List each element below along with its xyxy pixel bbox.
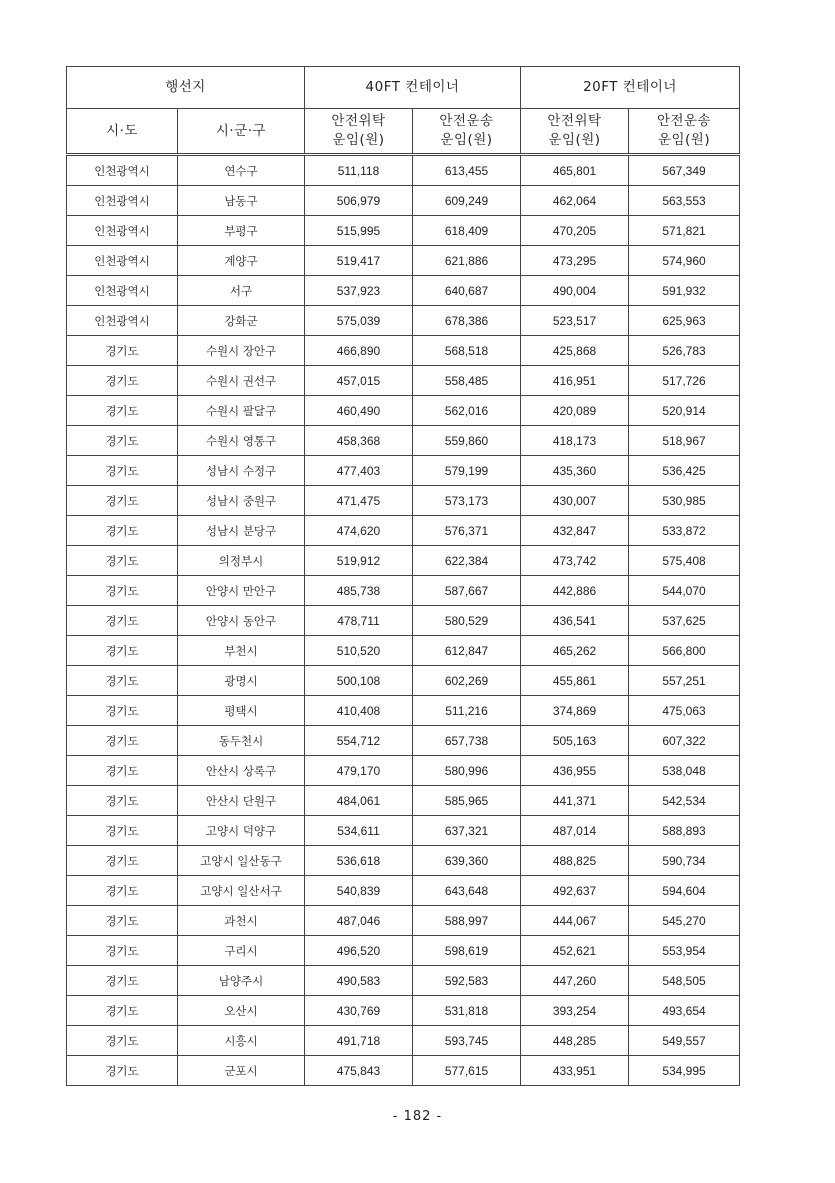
- ft20-trust-rate-cell: 432,847: [521, 516, 629, 546]
- ft40-transport-rate-cell: 657,738: [413, 726, 521, 756]
- sido-cell: 경기도: [67, 366, 178, 396]
- table-row: [67, 276, 740, 306]
- ft20-trust-rate-cell: 393,254: [521, 996, 629, 1026]
- table-row: [67, 456, 740, 486]
- sigungu-cell: 의정부시: [178, 546, 305, 576]
- ft40-transport-rate-cell: 609,249: [413, 186, 521, 216]
- sigungu-cell: 연수구: [178, 155, 305, 186]
- ft40-trust-rate-cell: 491,718: [305, 1026, 413, 1056]
- sigungu-cell: 안양시 만안구: [178, 576, 305, 606]
- sido-cell: 경기도: [67, 636, 178, 666]
- ft40-transport-rate-cell: 585,965: [413, 786, 521, 816]
- ft40-transport-rate-cell: 678,386: [413, 306, 521, 336]
- table-row: [67, 486, 740, 516]
- table-row: [67, 876, 740, 906]
- sido-cell: 인천광역시: [67, 306, 178, 336]
- ft40-transport-rate-cell: 587,667: [413, 576, 521, 606]
- ft40-trust-rate-cell: 484,061: [305, 786, 413, 816]
- ft40-transport-rate-cell: 602,269: [413, 666, 521, 696]
- ft40-trust-rate-cell: 511,118: [305, 155, 413, 186]
- sido-cell: 경기도: [67, 516, 178, 546]
- ft20-trust-rate-cell: 442,886: [521, 576, 629, 606]
- sido-cell: 경기도: [67, 666, 178, 696]
- ft20-trust-rate-cell: 523,517: [521, 306, 629, 336]
- table-row: [67, 936, 740, 966]
- sigungu-cell: 서구: [178, 276, 305, 306]
- table-row: [67, 336, 740, 366]
- ft40-transport-rate-cell: 511,216: [413, 696, 521, 726]
- table-row: [67, 636, 740, 666]
- ft40-transport-rate-cell: 588,997: [413, 906, 521, 936]
- sigungu-cell: 남동구: [178, 186, 305, 216]
- ft40-trust-rate-cell: 478,711: [305, 606, 413, 636]
- sigungu-cell: 평택시: [178, 696, 305, 726]
- sido-cell: 인천광역시: [67, 186, 178, 216]
- freight-rate-table: [66, 66, 740, 1086]
- ft40-transport-rate-cell: 593,745: [413, 1026, 521, 1056]
- ft40-container-header: 40FT 컨테이너: [305, 67, 521, 109]
- ft20-trust-rate-cell: 487,014: [521, 816, 629, 846]
- trust-rate-line2: 운임(원): [332, 132, 385, 148]
- ft20-trust-rate-cell: 433,951: [521, 1056, 629, 1086]
- table-row: [67, 1056, 740, 1086]
- ft20-trust-rate-cell: 430,007: [521, 486, 629, 516]
- ft40-transport-rate-cell: 562,016: [413, 396, 521, 426]
- ft20-transport-rate-cell: 607,322: [629, 726, 740, 756]
- ft40-trust-rate-cell: 477,403: [305, 456, 413, 486]
- ft40-trust-rate-cell: 534,611: [305, 816, 413, 846]
- ft20-trust-rate-cell: 473,295: [521, 246, 629, 276]
- sigungu-cell: 안산시 상록구: [178, 756, 305, 786]
- sigungu-cell: 수원시 팔달구: [178, 396, 305, 426]
- sido-cell: 경기도: [67, 966, 178, 996]
- ft40-transport-rate-cell: 640,687: [413, 276, 521, 306]
- ft20-transport-rate-cell: 530,985: [629, 486, 740, 516]
- ft20-transport-rate-cell: 526,783: [629, 336, 740, 366]
- ft20-transport-rate-cell: 571,821: [629, 216, 740, 246]
- table-row: [67, 366, 740, 396]
- ft40-transport-rate-header: [413, 109, 521, 155]
- trust-rate-line2: 운임(원): [548, 132, 601, 148]
- ft40-transport-rate-cell: 643,648: [413, 876, 521, 906]
- table-row: [67, 966, 740, 996]
- transport-rate-line2: 운임(원): [440, 132, 493, 148]
- sigungu-cell: 수원시 장안구: [178, 336, 305, 366]
- sido-cell: 인천광역시: [67, 216, 178, 246]
- sido-header: 시·도: [67, 109, 178, 155]
- ft20-transport-rate-cell: 534,995: [629, 1056, 740, 1086]
- sigungu-cell: 고양시 덕양구: [178, 816, 305, 846]
- transport-rate-line1: 안전운송: [656, 113, 712, 129]
- table-row: [67, 726, 740, 756]
- sigungu-cell: 안양시 동안구: [178, 606, 305, 636]
- ft20-transport-rate-cell: 588,893: [629, 816, 740, 846]
- ft40-trust-rate-cell: 466,890: [305, 336, 413, 366]
- table-row: [67, 396, 740, 426]
- sido-cell: 경기도: [67, 696, 178, 726]
- page-number: - 182 -: [392, 1109, 443, 1124]
- ft20-transport-rate-cell: 544,070: [629, 576, 740, 606]
- ft20-transport-rate-cell: 538,048: [629, 756, 740, 786]
- ft20-trust-rate-cell: 418,173: [521, 426, 629, 456]
- ft40-trust-rate-cell: 457,015: [305, 366, 413, 396]
- sido-cell: 경기도: [67, 336, 178, 366]
- ft40-transport-rate-cell: 573,173: [413, 486, 521, 516]
- ft40-transport-rate-cell: 598,619: [413, 936, 521, 966]
- ft20-transport-rate-cell: 590,734: [629, 846, 740, 876]
- ft20-transport-rate-cell: 625,963: [629, 306, 740, 336]
- ft20-transport-rate-cell: 537,625: [629, 606, 740, 636]
- ft20-container-header: 20FT 컨테이너: [521, 67, 740, 109]
- sigungu-cell: 수원시 영통구: [178, 426, 305, 456]
- ft40-trust-rate-cell: 458,368: [305, 426, 413, 456]
- header-row-1: [67, 67, 740, 109]
- ft40-trust-rate-cell: 537,923: [305, 276, 413, 306]
- table-row: [67, 906, 740, 936]
- ft40-trust-rate-cell: 536,618: [305, 846, 413, 876]
- sigungu-cell: 부천시: [178, 636, 305, 666]
- ft40-transport-rate-cell: 577,615: [413, 1056, 521, 1086]
- sido-cell: 경기도: [67, 546, 178, 576]
- ft40-trust-rate-cell: 496,520: [305, 936, 413, 966]
- ft20-transport-rate-cell: 594,604: [629, 876, 740, 906]
- ft40-trust-rate-cell: 460,490: [305, 396, 413, 426]
- sigungu-cell: 고양시 일산동구: [178, 846, 305, 876]
- sido-cell: 경기도: [67, 486, 178, 516]
- ft40-trust-rate-cell: 471,475: [305, 486, 413, 516]
- ft40-transport-rate-cell: 639,360: [413, 846, 521, 876]
- ft40-transport-rate-cell: 612,847: [413, 636, 521, 666]
- ft20-trust-rate-cell: 374,869: [521, 696, 629, 726]
- sido-cell: 경기도: [67, 426, 178, 456]
- sido-cell: 경기도: [67, 456, 178, 486]
- sido-cell: 인천광역시: [67, 246, 178, 276]
- ft20-trust-rate-cell: 425,868: [521, 336, 629, 366]
- sido-cell: 경기도: [67, 906, 178, 936]
- sigungu-cell: 시흥시: [178, 1026, 305, 1056]
- ft20-trust-rate-cell: 470,205: [521, 216, 629, 246]
- table-row: [67, 696, 740, 726]
- sigungu-cell: 수원시 권선구: [178, 366, 305, 396]
- ft20-transport-rate-cell: 563,553: [629, 186, 740, 216]
- table-row: [67, 576, 740, 606]
- ft40-trust-rate-cell: 410,408: [305, 696, 413, 726]
- sigungu-cell: 고양시 일산서구: [178, 876, 305, 906]
- ft20-transport-rate-cell: 575,408: [629, 546, 740, 576]
- table-row: [67, 246, 740, 276]
- sigungu-cell: 남양주시: [178, 966, 305, 996]
- ft20-transport-rate-header: [629, 109, 740, 155]
- ft20-trust-rate-cell: 448,285: [521, 1026, 629, 1056]
- ft20-trust-rate-cell: 465,801: [521, 155, 629, 186]
- ft20-transport-rate-cell: 493,654: [629, 996, 740, 1026]
- sido-cell: 경기도: [67, 786, 178, 816]
- table-row: [67, 516, 740, 546]
- ft20-transport-rate-cell: 553,954: [629, 936, 740, 966]
- ft20-transport-rate-cell: 557,251: [629, 666, 740, 696]
- table-row: [67, 666, 740, 696]
- ft20-trust-rate-cell: 452,621: [521, 936, 629, 966]
- ft40-transport-rate-cell: 580,529: [413, 606, 521, 636]
- ft20-trust-rate-cell: 462,064: [521, 186, 629, 216]
- ft40-transport-rate-cell: 531,818: [413, 996, 521, 1026]
- ft40-transport-rate-cell: 559,860: [413, 426, 521, 456]
- ft40-trust-rate-cell: 540,839: [305, 876, 413, 906]
- ft20-trust-rate-cell: 420,089: [521, 396, 629, 426]
- sigungu-cell: 강화군: [178, 306, 305, 336]
- table-row: [67, 996, 740, 1026]
- ft20-trust-rate-cell: 441,371: [521, 786, 629, 816]
- sigungu-header: 시·군·구: [178, 109, 305, 155]
- ft40-transport-rate-cell: 568,518: [413, 336, 521, 366]
- ft20-trust-rate-cell: 465,262: [521, 636, 629, 666]
- ft40-transport-rate-cell: 592,583: [413, 966, 521, 996]
- ft20-transport-rate-cell: 566,800: [629, 636, 740, 666]
- ft20-trust-rate-cell: 435,360: [521, 456, 629, 486]
- sido-cell: 경기도: [67, 576, 178, 606]
- sigungu-cell: 군포시: [178, 1056, 305, 1086]
- ft40-transport-rate-cell: 622,384: [413, 546, 521, 576]
- ft20-transport-rate-cell: 533,872: [629, 516, 740, 546]
- ft40-trust-rate-cell: 430,769: [305, 996, 413, 1026]
- sido-cell: 경기도: [67, 996, 178, 1026]
- sigungu-cell: 성남시 분당구: [178, 516, 305, 546]
- sido-cell: 경기도: [67, 396, 178, 426]
- ft40-trust-rate-cell: 485,738: [305, 576, 413, 606]
- table-body: [67, 155, 740, 1086]
- sigungu-cell: 동두천시: [178, 726, 305, 756]
- sigungu-cell: 부평구: [178, 216, 305, 246]
- ft40-trust-rate-cell: 474,620: [305, 516, 413, 546]
- ft40-trust-rate-cell: 500,108: [305, 666, 413, 696]
- sigungu-cell: 계양구: [178, 246, 305, 276]
- table-row: [67, 846, 740, 876]
- sido-cell: 경기도: [67, 1056, 178, 1086]
- ft40-transport-rate-cell: 558,485: [413, 366, 521, 396]
- ft20-transport-rate-cell: 549,557: [629, 1026, 740, 1056]
- ft20-transport-rate-cell: 591,932: [629, 276, 740, 306]
- ft20-transport-rate-cell: 520,914: [629, 396, 740, 426]
- sigungu-cell: 성남시 수정구: [178, 456, 305, 486]
- sido-cell: 경기도: [67, 756, 178, 786]
- sido-cell: 경기도: [67, 936, 178, 966]
- ft20-trust-rate-cell: 492,637: [521, 876, 629, 906]
- ft40-transport-rate-cell: 580,996: [413, 756, 521, 786]
- ft20-trust-rate-cell: 416,951: [521, 366, 629, 396]
- sido-cell: 경기도: [67, 876, 178, 906]
- sido-cell: 경기도: [67, 726, 178, 756]
- table-row: [67, 1026, 740, 1056]
- trust-rate-line1: 안전위탁: [331, 113, 386, 129]
- ft40-trust-rate-header: [305, 109, 413, 155]
- ft40-transport-rate-cell: 637,321: [413, 816, 521, 846]
- table-row: [67, 216, 740, 246]
- sigungu-cell: 성남시 중원구: [178, 486, 305, 516]
- sido-cell: 경기도: [67, 846, 178, 876]
- ft40-trust-rate-cell: 506,979: [305, 186, 413, 216]
- ft40-transport-rate-cell: 621,886: [413, 246, 521, 276]
- ft20-trust-rate-cell: 436,955: [521, 756, 629, 786]
- table-row: [67, 606, 740, 636]
- transport-rate-line2: 운임(원): [657, 132, 711, 148]
- trust-rate-line1: 안전위탁: [547, 113, 602, 129]
- sido-cell: 경기도: [67, 606, 178, 636]
- table-row: [67, 786, 740, 816]
- ft20-trust-rate-header: [521, 109, 629, 155]
- sido-cell: 인천광역시: [67, 155, 178, 186]
- table-row: [67, 306, 740, 336]
- ft20-trust-rate-cell: 490,004: [521, 276, 629, 306]
- header-row-2: [67, 109, 740, 155]
- table-row: [67, 546, 740, 576]
- sido-cell: 인천광역시: [67, 276, 178, 306]
- ft20-trust-rate-cell: 444,067: [521, 906, 629, 936]
- ft40-transport-rate-cell: 618,409: [413, 216, 521, 246]
- destination-header: 행선지: [67, 67, 305, 109]
- ft40-trust-rate-cell: 515,995: [305, 216, 413, 246]
- table-row: [67, 186, 740, 216]
- ft40-trust-rate-cell: 519,912: [305, 546, 413, 576]
- sigungu-cell: 오산시: [178, 996, 305, 1026]
- ft20-trust-rate-cell: 505,163: [521, 726, 629, 756]
- ft20-transport-rate-cell: 542,534: [629, 786, 740, 816]
- ft20-transport-rate-cell: 536,425: [629, 456, 740, 486]
- ft20-transport-rate-cell: 475,063: [629, 696, 740, 726]
- table-row: [67, 155, 740, 186]
- ft20-transport-rate-cell: 517,726: [629, 366, 740, 396]
- ft20-transport-rate-cell: 545,270: [629, 906, 740, 936]
- sigungu-cell: 구리시: [178, 936, 305, 966]
- ft40-transport-rate-cell: 613,455: [413, 155, 521, 186]
- table-row: [67, 816, 740, 846]
- ft40-trust-rate-cell: 519,417: [305, 246, 413, 276]
- ft40-trust-rate-cell: 575,039: [305, 306, 413, 336]
- sigungu-cell: 과천시: [178, 906, 305, 936]
- ft40-trust-rate-cell: 487,046: [305, 906, 413, 936]
- sido-cell: 경기도: [67, 816, 178, 846]
- sido-cell: 경기도: [67, 1026, 178, 1056]
- ft20-trust-rate-cell: 455,861: [521, 666, 629, 696]
- ft40-trust-rate-cell: 490,583: [305, 966, 413, 996]
- sigungu-cell: 안산시 단원구: [178, 786, 305, 816]
- ft40-trust-rate-cell: 554,712: [305, 726, 413, 756]
- transport-rate-line1: 안전운송: [439, 113, 494, 129]
- sigungu-cell: 광명시: [178, 666, 305, 696]
- ft20-transport-rate-cell: 567,349: [629, 155, 740, 186]
- ft20-transport-rate-cell: 548,505: [629, 966, 740, 996]
- ft20-trust-rate-cell: 447,260: [521, 966, 629, 996]
- ft20-trust-rate-cell: 436,541: [521, 606, 629, 636]
- table-row: [67, 756, 740, 786]
- ft40-trust-rate-cell: 510,520: [305, 636, 413, 666]
- ft20-transport-rate-cell: 574,960: [629, 246, 740, 276]
- ft20-trust-rate-cell: 473,742: [521, 546, 629, 576]
- ft20-transport-rate-cell: 518,967: [629, 426, 740, 456]
- table-row: [67, 426, 740, 456]
- ft40-transport-rate-cell: 579,199: [413, 456, 521, 486]
- ft40-transport-rate-cell: 576,371: [413, 516, 521, 546]
- ft40-trust-rate-cell: 479,170: [305, 756, 413, 786]
- ft20-trust-rate-cell: 488,825: [521, 846, 629, 876]
- ft40-trust-rate-cell: 475,843: [305, 1056, 413, 1086]
